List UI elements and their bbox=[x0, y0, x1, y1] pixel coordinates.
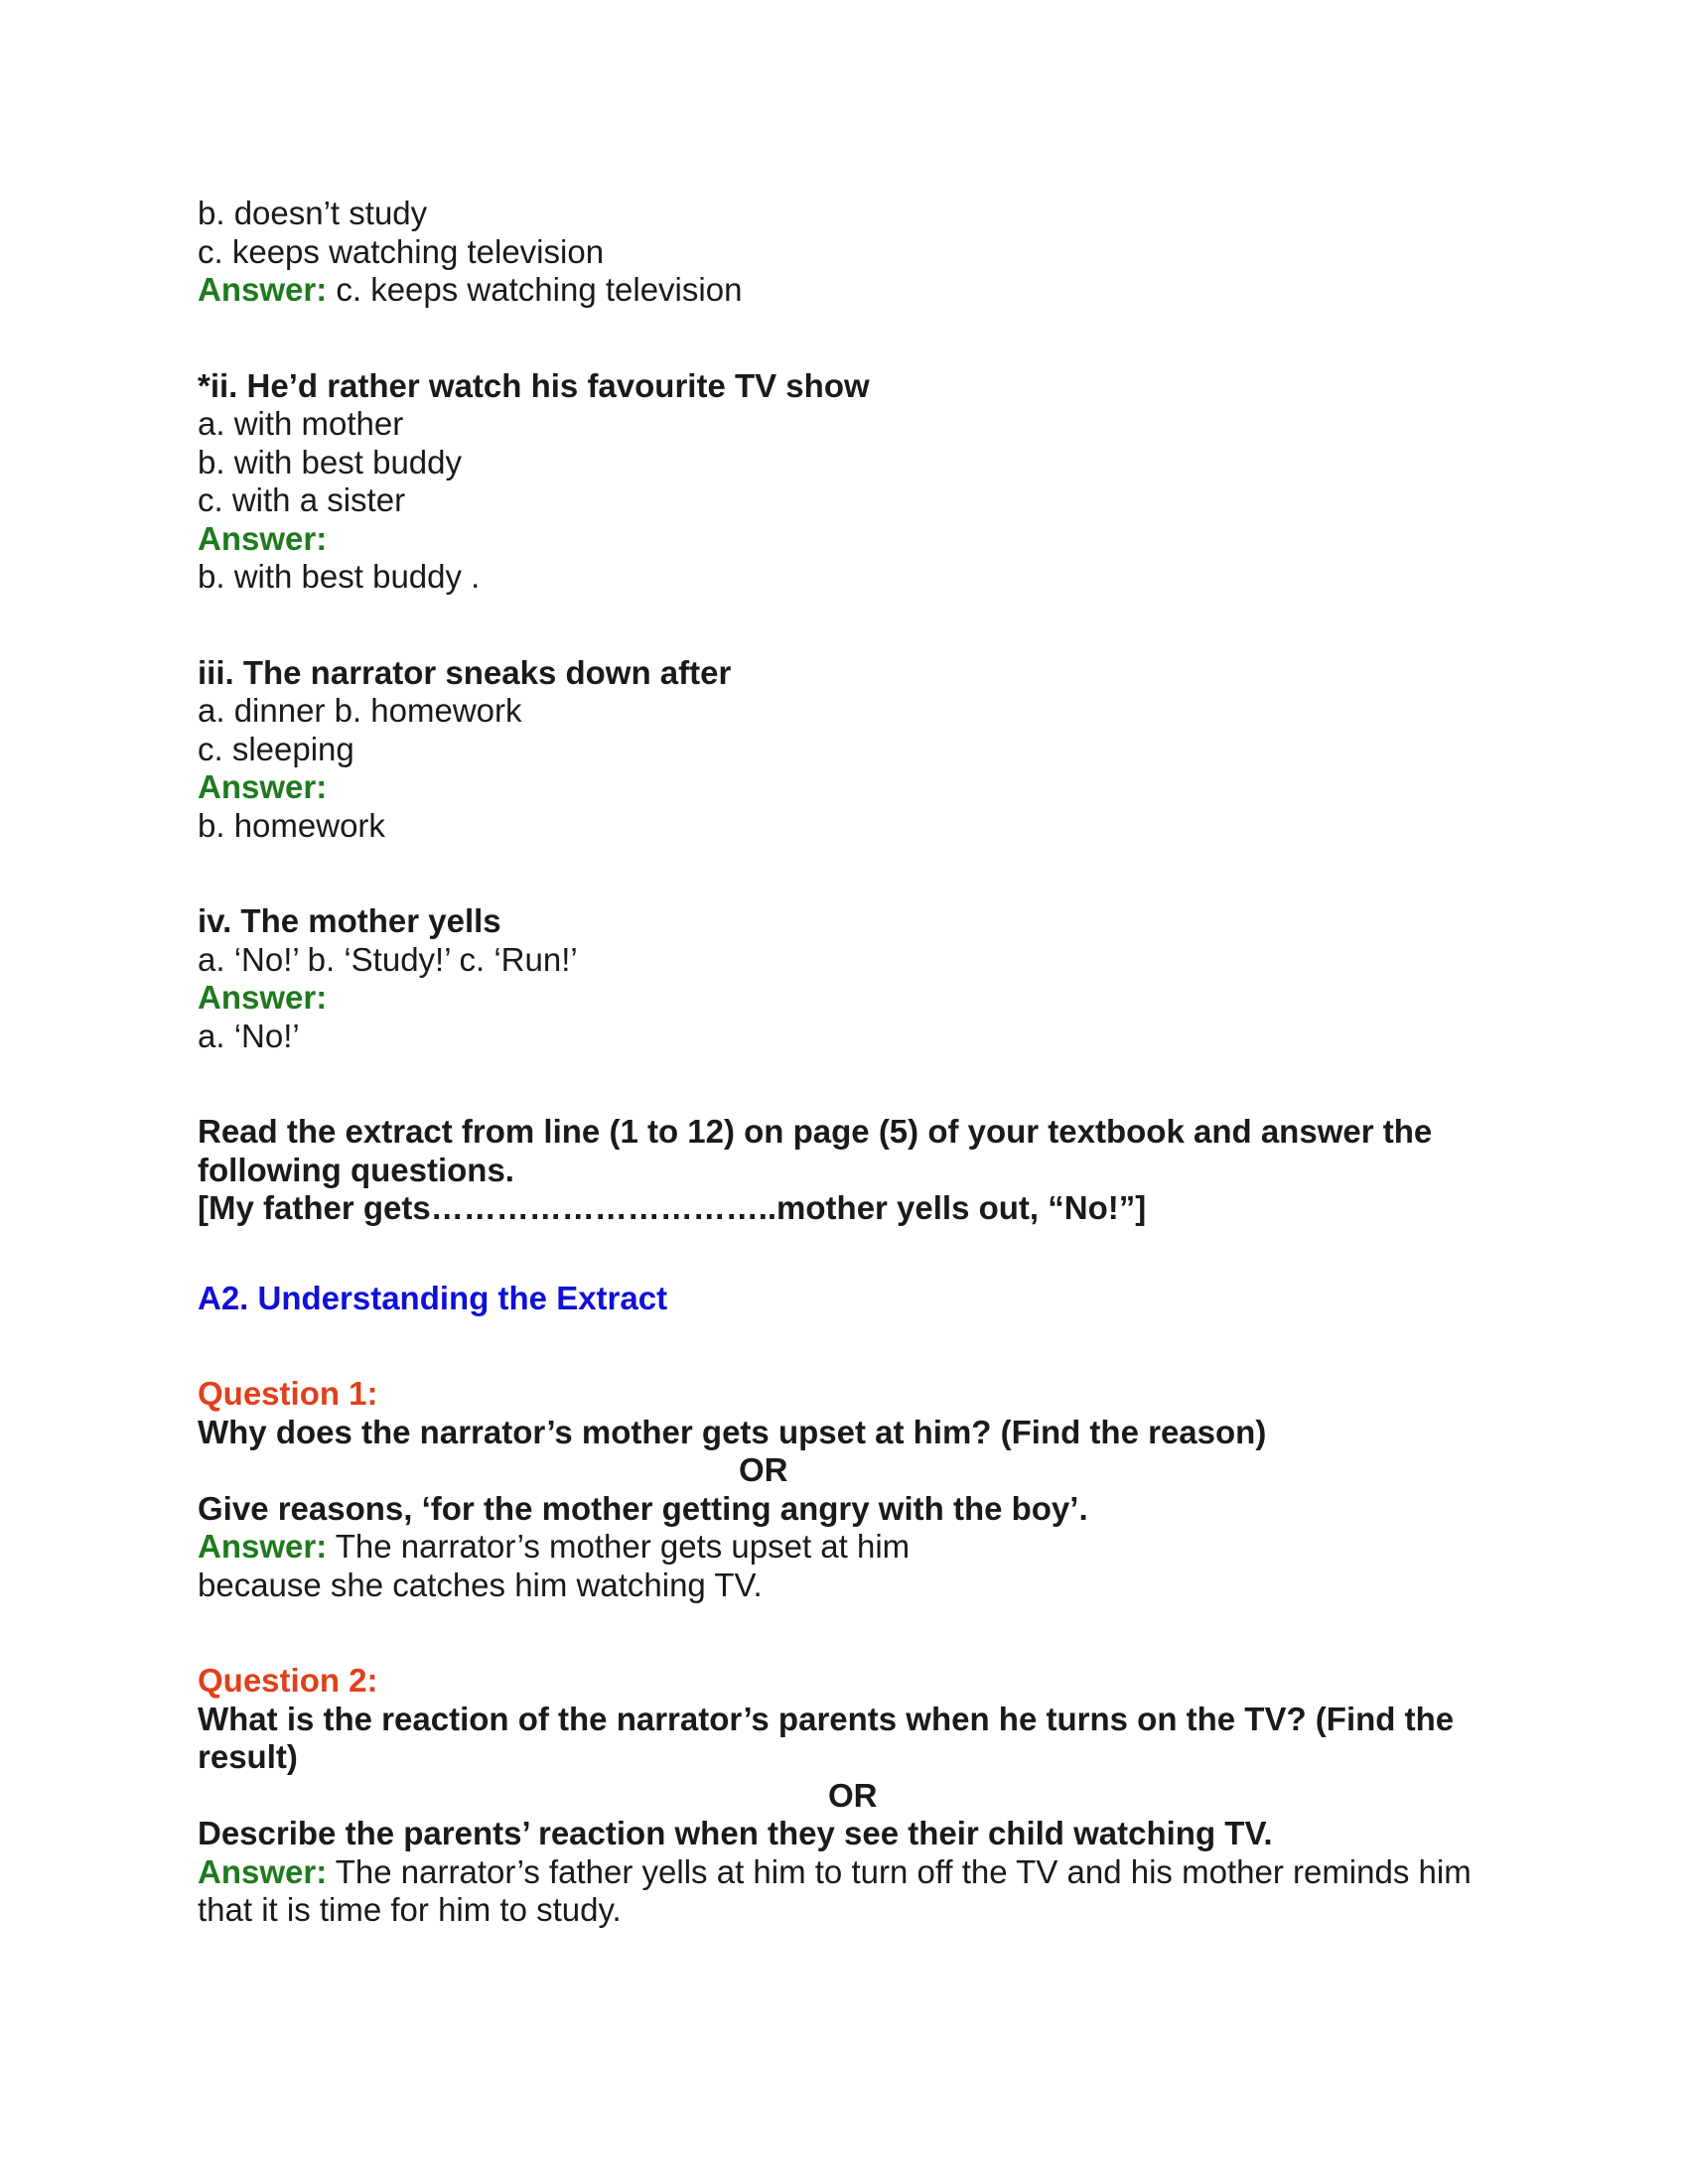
options-ab: a. dinner b. homework bbox=[198, 692, 522, 729]
extract-instruction: Read the extract from line (1 to 12) on page (5) of your textbook and answer the bbox=[198, 1113, 1433, 1150]
extract-instruction-cont: following questions. bbox=[198, 1151, 514, 1188]
answer-label: Answer: bbox=[198, 271, 328, 308]
answer-text: a. ‘No!’ bbox=[198, 1017, 300, 1054]
question-iii: iii. The narrator sneaks down after bbox=[198, 653, 732, 691]
option-b: b. with best buddy bbox=[198, 443, 462, 480]
option-a: a. with mother bbox=[198, 405, 404, 442]
section-title: A2. Understanding the Extract bbox=[198, 1279, 668, 1316]
question-2-text-cont: result) bbox=[198, 1738, 298, 1775]
answer-line bbox=[198, 271, 1508, 310]
answer-line bbox=[198, 1853, 1508, 1892]
answer-label: Answer: bbox=[198, 768, 328, 805]
option-c: c. keeps watching television bbox=[198, 232, 605, 270]
question-1-text: Why does the narrator’s mother gets upset at him? (Find the reason) bbox=[198, 1413, 1267, 1450]
question-1-alt: Give reasons, ‘for the mother getting angry with the boy’. bbox=[198, 1489, 1088, 1527]
question-2-text: What is the reaction of the narrator’s parents when he turns on the TV? (Find the bbox=[198, 1700, 1455, 1737]
answer-label: Answer: bbox=[198, 1528, 328, 1565]
answer-text: c. keeps watching television bbox=[327, 271, 743, 308]
or-divider: OR bbox=[739, 1451, 788, 1488]
option-b: b. doesn’t study bbox=[198, 195, 428, 231]
answer-label: Answer: bbox=[198, 979, 328, 1016]
question-1-label: Question 1: bbox=[198, 1375, 378, 1412]
or-divider: OR bbox=[828, 1776, 878, 1814]
question-iv: iv. The mother yells bbox=[198, 902, 501, 939]
options: a. ‘No!’ b. ‘Study!’ c. ‘Run!’ bbox=[198, 940, 578, 978]
question-2-alt: Describe the parents’ reaction when they see their child watching TV. bbox=[198, 1815, 1273, 1851]
question-2-label: Question 2: bbox=[198, 1662, 378, 1699]
answer-text-cont: that it is time for him to study. bbox=[198, 1891, 622, 1928]
answer-label: Answer: bbox=[198, 1852, 328, 1890]
answer-text: The narrator’s mother gets upset at him bbox=[327, 1528, 911, 1565]
answer-line bbox=[198, 1528, 1508, 1567]
question-ii: *ii. He’d rather watch his favourite TV show bbox=[198, 366, 870, 404]
answer-text: The narrator’s father yells at him to turn off the TV and his mother reminds him bbox=[327, 1852, 1472, 1890]
option-c: c. sleeping bbox=[198, 730, 354, 767]
answer-label: Answer: bbox=[198, 519, 328, 557]
extract-range: [My father gets…………………………..mother yells out, “No!”] bbox=[198, 1189, 1147, 1226]
answer-text-cont: because she catches him watching TV. bbox=[198, 1566, 763, 1603]
document-page bbox=[198, 195, 1508, 1930]
answer-text: b. homework bbox=[198, 806, 385, 844]
answer-text: b. with best buddy . bbox=[198, 558, 481, 595]
option-c: c. with a sister bbox=[198, 481, 406, 518]
